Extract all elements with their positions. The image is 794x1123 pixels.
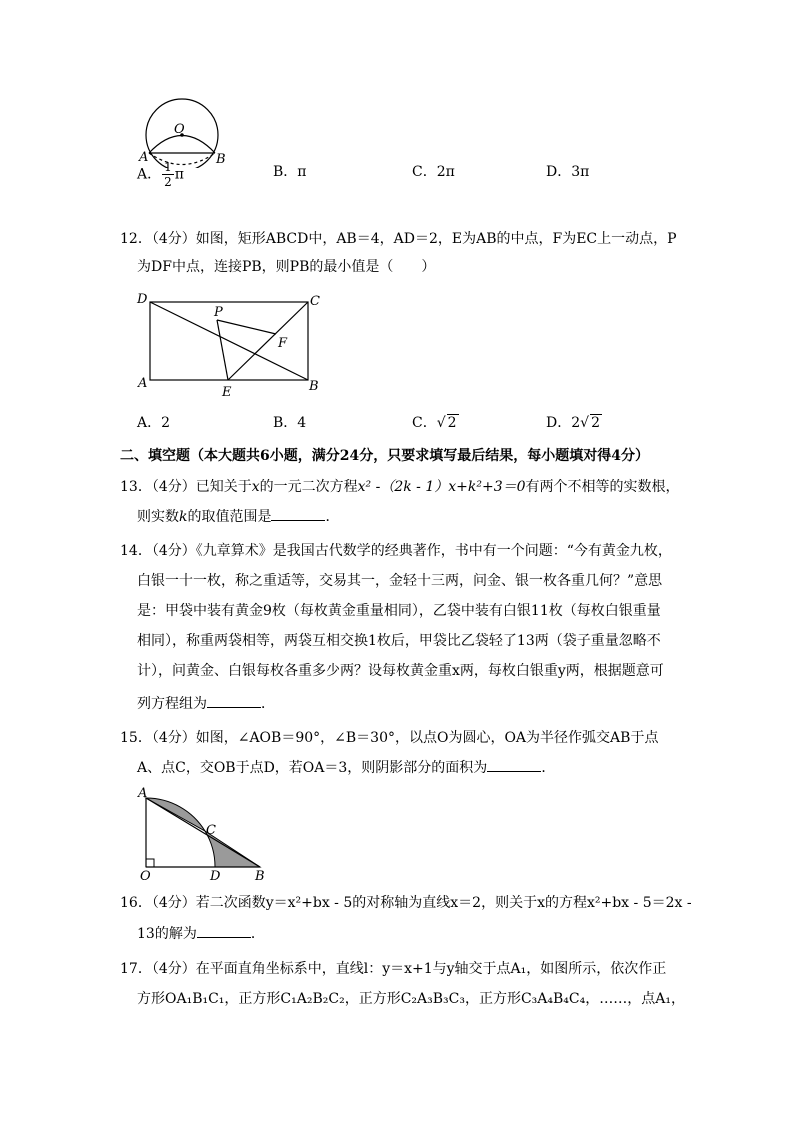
- q12-option-c: C．√ 2: [412, 415, 457, 431]
- q14-stem-line5: 计），问黄金、白银每枚各重多少两？设每枚黄金重x两，每枚白银重y两，根据题意可: [137, 663, 664, 679]
- option-value: 2π: [436, 164, 455, 180]
- label-a: A: [138, 376, 148, 391]
- q12-option-b: [273, 413, 306, 433]
- q13-stem-line1: [120, 477, 680, 497]
- option-label: B．: [273, 415, 298, 431]
- section-heading: 二、填空题（本大题共6小题，满分24分，只要求填写最后结果，每小题填对得4分）: [120, 448, 649, 464]
- q15-stem-line2: [137, 758, 555, 778]
- option-label: C．: [412, 164, 437, 180]
- label-a: A: [138, 786, 148, 801]
- q13-text: 的一元二次方程: [259, 479, 358, 495]
- q12-option-a: [137, 413, 170, 433]
- q12-option-d: D．2√ 2: [546, 415, 600, 431]
- label-f: F: [278, 336, 288, 351]
- fold-arc: [149, 136, 215, 154]
- q11-option-b: [273, 162, 307, 182]
- q12-rectangle-figure: [134, 290, 334, 398]
- fraction-denominator: 2: [164, 175, 172, 189]
- label-d: D: [210, 869, 221, 882]
- q13-text: 的取值范围是: [187, 509, 272, 525]
- option-label: C．: [412, 415, 437, 431]
- period: ．: [250, 926, 265, 942]
- q15-triangle-figure: [134, 786, 274, 882]
- q13-text: 则实数: [137, 509, 179, 525]
- q12-stem-line1: 12．（4分）如图，矩形ABCD中，AB＝4，AD＝2，E为AB的中点，F为EC上一动点，P: [120, 231, 677, 247]
- label-o: O: [140, 869, 151, 882]
- q13-text: 13．（4分）已知关于: [120, 479, 252, 495]
- period: ．: [541, 760, 556, 776]
- option-label: D．: [546, 415, 572, 431]
- option-value: π: [174, 166, 184, 183]
- segment-pf: [217, 320, 276, 334]
- q14-stem-line3: 是：甲袋中装有黄金9枚（每枚黄金重量相同），乙袋中装有白银11枚（每枚白银重量: [137, 603, 661, 619]
- segment-pe: [217, 320, 228, 380]
- answer-blank[interactable]: [207, 695, 261, 708]
- segment-ab: [146, 798, 260, 867]
- q13-equation: x² -（2k - 1）x+k²+3＝0: [357, 479, 526, 495]
- label-d: D: [137, 292, 148, 307]
- segment-ec: [228, 302, 308, 380]
- option-label: A．: [137, 415, 162, 431]
- q16-stem-line1: 16．（4分）若二次函数y＝x²+bx - 5的对称轴为直线x＝2，则关于x的方程x²+bx - 5＝2x -: [120, 895, 692, 911]
- label-c: C: [310, 294, 320, 309]
- q15-text: A、点C，交OB于点D，若OA＝3，则阴影部分的面积为: [137, 760, 488, 776]
- period: ．: [325, 509, 340, 525]
- label-a: A: [139, 150, 149, 165]
- radicand: 2: [447, 415, 457, 431]
- label-p: P: [214, 305, 223, 320]
- q11-option-a: [137, 160, 184, 189]
- label-c: C: [206, 823, 216, 838]
- label-e: E: [222, 385, 232, 398]
- radicand: 2: [591, 415, 600, 431]
- q13-text: 有两个不相等的实数根，: [525, 479, 680, 495]
- q14-text: 列方程组为: [137, 696, 207, 712]
- option-value: 2: [161, 415, 171, 431]
- option-value: 4: [297, 415, 307, 431]
- q14-stem-line6: [137, 694, 275, 714]
- right-angle-mark: [146, 859, 154, 867]
- answer-blank[interactable]: [197, 925, 251, 938]
- period: ．: [261, 696, 275, 712]
- q12-stem-line2: 为DF中点，连接PB，则PB的最小值是（ ）: [137, 259, 436, 275]
- q14-stem-line1: 14．（4分）《九章算术》是我国古代数学的经典著作，书中有一个问题：“今有黄金九枚，: [120, 543, 672, 559]
- q14-stem-line4: 相同），称重两袋相等，两袋互相交换1枚后，甲袋比乙袋轻了13两（袋子重量忽略不: [137, 633, 661, 649]
- q16-stem-line2: [137, 924, 265, 944]
- option-value: 3π: [571, 164, 590, 180]
- option-label: D．: [546, 164, 572, 180]
- q15-stem-line1: 15．（4分）如图，∠AOB＝90°，∠B＝30°，以点O为圆心，OA为半径作弧交AB于点: [120, 730, 659, 746]
- q17-stem-line1: 17．（4分）在平面直角坐标系中，直线l：y＝x+1与y轴交于点A₁，如图所示，依次作正: [120, 961, 667, 977]
- label-b: B: [309, 379, 319, 394]
- var-x: x: [251, 479, 260, 495]
- q16-text: 13的解为: [137, 926, 197, 942]
- q11-option-d: [546, 162, 589, 182]
- q11-option-c: [412, 162, 455, 182]
- option-value: π: [297, 164, 307, 180]
- label-b: B: [216, 152, 226, 167]
- label-o: O: [174, 122, 185, 137]
- var-k: k: [179, 509, 188, 525]
- label-b: B: [255, 869, 265, 882]
- option-label: B．: [273, 164, 298, 180]
- coefficient: 2: [571, 415, 581, 431]
- q17-stem-line2: 方形OA₁B₁C₁，正方形C₁A₂B₂C₂，正方形C₂A₃B₃C₃，正方形C₃A₄B₄C₄，……，点A₁，: [137, 991, 685, 1007]
- q14-stem-line2: 白银一十一枚，称之重适等，交易其一，金轻十三两，问金、银一枚各重几何？”意思: [137, 573, 663, 589]
- option-label: A．: [137, 166, 162, 183]
- q11-circle-figure: [136, 96, 236, 168]
- fraction-numerator: 1: [164, 160, 172, 174]
- answer-blank[interactable]: [271, 508, 325, 521]
- q13-stem-line2: [137, 507, 339, 527]
- answer-blank[interactable]: [487, 759, 541, 772]
